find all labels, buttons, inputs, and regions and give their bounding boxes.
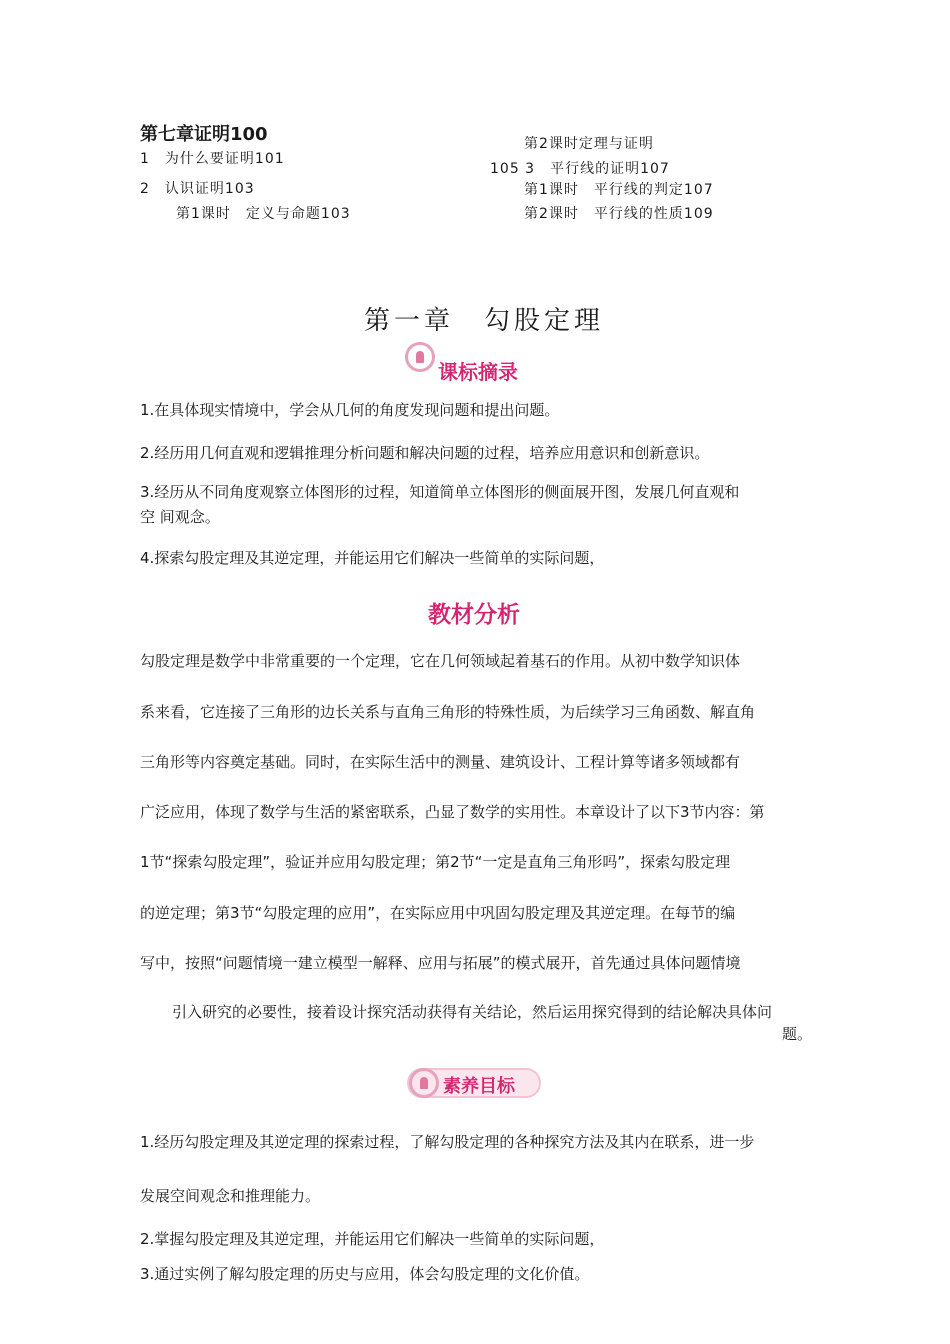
section-heading-curriculum: 课标摘录 [438,360,518,384]
curriculum-item: 3.经历从不同角度观察立体图形的过程，知道简单立体图形的侧面展开图，发展几何直观和 [140,483,740,501]
analysis-line: 的逆定理；第3节“勾股定理的应用”，在实际应用中巩固勾股定理及其逆定理。在每节的编 [140,904,736,922]
analysis-line: 广泛应用，体现了数学与生活的紧密联系，凸显了数学的实用性。本章设计了以下3节内容：第 [140,803,765,821]
analysis-line: 写中，按照“问题情境一建立模型一解释、应用与拓展”的模式展开，首先通过具体问题情境 [140,954,741,972]
analysis-line: 三角形等内容奠定基础。同时，在实际生活中的测量、建筑设计、工程计算等诸多领域都有 [140,753,741,771]
curriculum-item: 4.探索勾股定理及其逆定理，并能运用它们解决一些简单的实际问题， [140,549,605,567]
analysis-line: 引入研究的必要性，接着设计探究活动获得有关结论，然后运用探究得到的结论解决具体问 [172,1003,773,1021]
analysis-line: 1节“探索勾股定理”，验证并应用勾股定理；第2节“一定是直角三角形吗”，探索勾股定理 [140,853,731,871]
toc-entry: 第2课时定理与证明 [524,136,654,152]
curriculum-item: 1.在具体现实情境中，学会从几何的角度发现问题和提出问题。 [140,401,560,419]
curriculum-item: 2.经历用几何直观和逻辑推理分析问题和解决问题的过程，培养应用意识和创新意识。 [140,444,710,462]
toc-entry: 第1课时 平行线的判定107 [524,182,714,198]
section-heading-literacy: 素养目标 [443,1076,515,1097]
toc-entry: 第2课时 平行线的性质109 [524,206,714,222]
section-badge-icon [409,1068,439,1102]
literacy-item: 2.掌握勾股定理及其逆定理，并能运用它们解决一些简单的实际问题， [140,1230,605,1248]
book-icon [405,342,435,372]
literacy-item: 1.经历勾股定理及其逆定理的探索过程，了解勾股定理的各种探究方法及其内在联系，进一步 [140,1133,755,1151]
toc-entry: 1 为什么要证明101 [140,151,285,167]
section-heading-analysis: 教材分析 [428,602,520,628]
analysis-line: 系来看，它连接了三角形的边长关系与直角三角形的特殊性质，为后续学习三角函数、解直角 [140,703,756,721]
toc-entry: 105 3 平行线的证明107 [490,161,670,177]
curriculum-item: 空 间观念。 [140,508,220,526]
analysis-line: 题。 [782,1025,813,1043]
toc-entry: 第1课时 定义与命题103 [176,206,351,222]
chapter-heading: 第一章 勾股定理 [364,306,605,336]
book-icon [409,1068,439,1098]
literacy-item: 3.通过实例了解勾股定理的历史与应用，体会勾股定理的文化价值。 [140,1265,590,1283]
section-badge-icon [405,342,435,376]
literacy-item: 发展空间观念和推理能力。 [140,1187,321,1205]
toc-entry: 2 认识证明103 [140,181,255,197]
analysis-line: 勾股定理是数学中非常重要的一个定理，它在几何领域起着基石的作用。从初中数学知识体 [140,652,741,670]
toc-chapter-title: 第七章证明100 [140,124,268,145]
